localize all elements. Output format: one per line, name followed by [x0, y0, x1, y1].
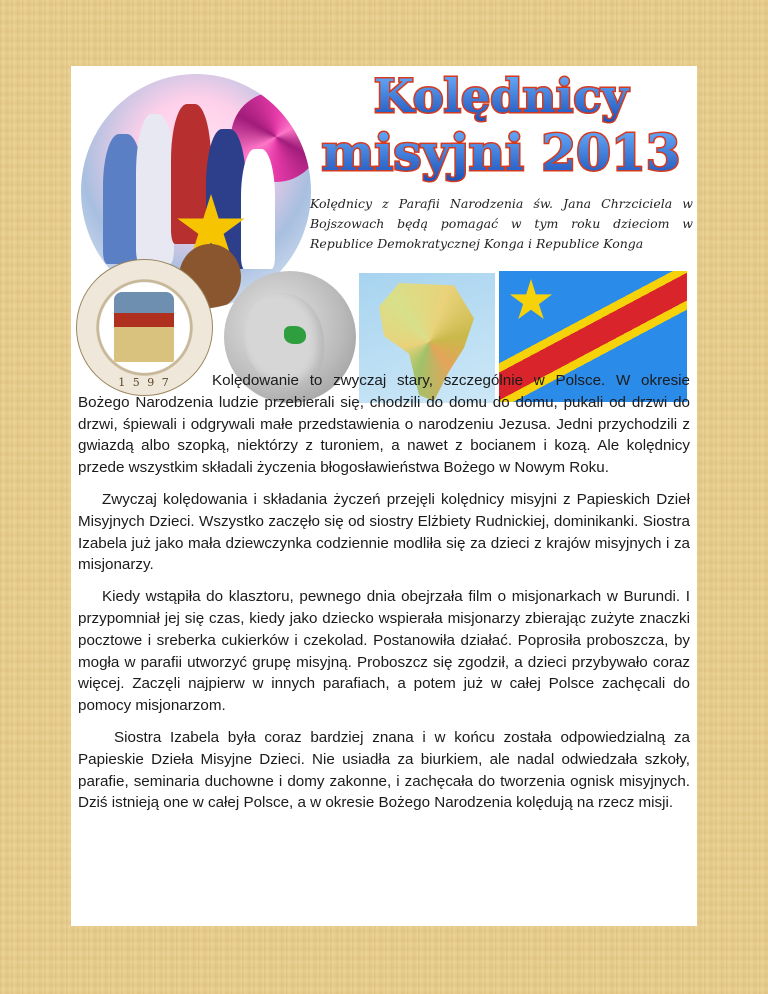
title-line-1: Kolędnicy — [373, 69, 629, 123]
flag-star-icon — [509, 279, 553, 323]
caroler-figure — [136, 114, 174, 264]
title-line-2: misyjni 2013 — [321, 123, 681, 182]
title-wordart — [311, 66, 691, 196]
paragraph: Kolędowanie to zwyczaj stary, szczególnie w Polsce. W okresie Bożego Narodzenia ludzie przebierali się, chodzili do domu do domu, pukali od drzwi do drzwi, śpiewali i odgrywali małe przedstawienia o narodzeniu Jezusa. Jedni przychodzili z gwiazdą albo szopką, niektórzy z turoniem, a nawet z bocianem i kozą. Ale kolędnicy przede wszystkim składali życzenia błogosławieństwa Bożego w Nowym Roku. — [78, 372, 690, 477]
page-title — [311, 66, 691, 196]
caroler-figure — [241, 149, 275, 269]
document-page — [71, 66, 697, 926]
congo-highlight — [284, 326, 306, 344]
seal-year: 1 5 9 7 — [118, 376, 171, 389]
intro-text: Kolędnicy z Parafii Narodzenia św. Jana Chrzciciela w Bojszowach będą pomagać w tym roku dzieciom w Republice Demokratycznej Konga i Republice Konga — [310, 196, 693, 251]
article-body — [78, 370, 690, 824]
paragraph: Kiedy wstąpiła do klasztoru, pewnego dnia obejrzała film o misjonarkach w Burundi. I przypomniał jej się czas, kiedy jako dziecko wspierała misjonarzy zbierając zużyte znaczki pocztowe i sreberka cukierków i czekolad. Postanowiła działać. Poprosiła proboszcza, by mogła w parafii utworzyć grupę misyjną. Proboszcz się zgodził, a dzieci przybywało coraz więcej. Zaczęli najpierw w innych parafiach, a potem już w całej Polsce zachęcali do pomocy misjonarzom. — [78, 588, 690, 715]
paragraph: Siostra Izabela była coraz bardziej znana i w końcu została odpowiedzialną za Papieskie Dzieła Misyjne Dzieci. Nie usiadła za biurkiem, ale nadal odwiedzała szkoły, parafie, seminaria duchowne i domy zakonne, i zachęcała do tworzenia ognisk misyjnych. Dziś istnieją one w całej Polsce, a w okresie Bożego Narodzenia kolędują na rzecz misji. — [78, 728, 690, 812]
seal-emblem — [114, 292, 174, 362]
paragraph: Zwyczaj kolędowania i składania życzeń przejęli kolędnicy misyjni z Papieskich Dzieł Misyjnych Dzieci. Wszystko zaczęło się od siostry Elżbiety Rudnickiej, dominikanki. Siostra Izabela już jako mała dziewczynka codziennie modliła się za dzieci z krajów misyjnych i za misjonarzy. — [78, 490, 690, 574]
